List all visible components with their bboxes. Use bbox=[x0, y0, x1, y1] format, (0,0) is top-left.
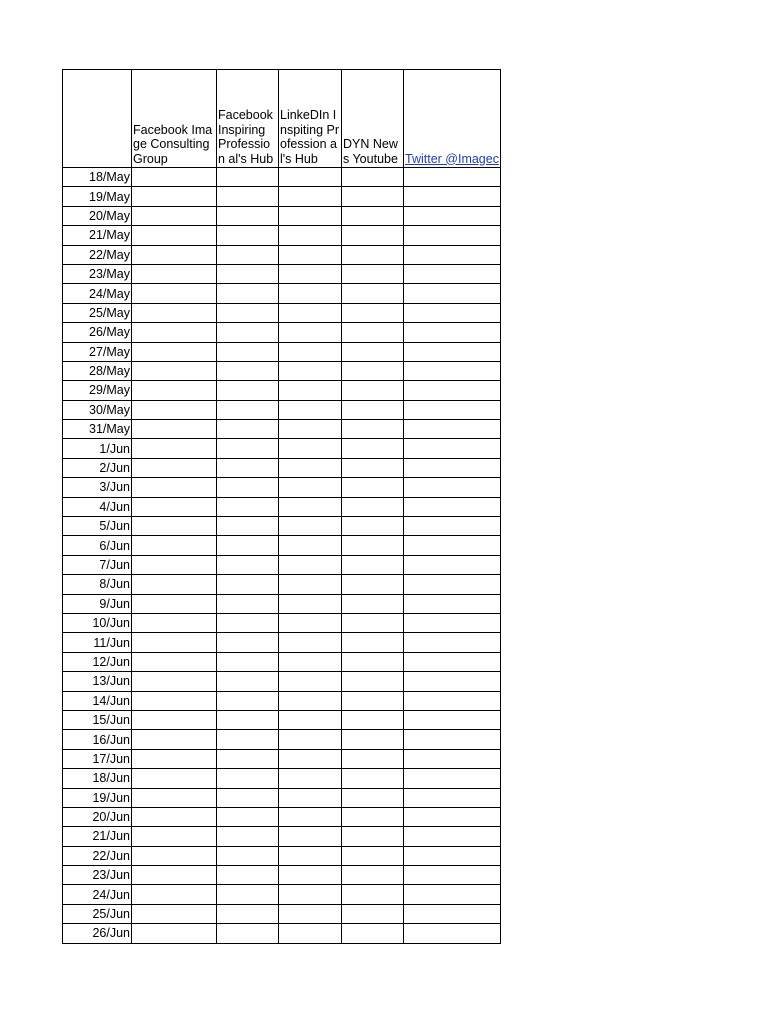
table-cell[interactable] bbox=[404, 807, 501, 826]
table-cell[interactable] bbox=[404, 613, 501, 632]
table-cell[interactable] bbox=[342, 827, 404, 846]
table-cell[interactable] bbox=[217, 769, 279, 788]
header-cell-facebook-image-consulting[interactable]: Facebook Image Consulting Group bbox=[132, 70, 217, 168]
table-cell[interactable] bbox=[217, 807, 279, 826]
table-cell[interactable] bbox=[132, 575, 217, 594]
date-cell[interactable]: 10/Jun bbox=[63, 613, 132, 632]
table-cell[interactable] bbox=[217, 517, 279, 536]
table-cell[interactable] bbox=[279, 575, 342, 594]
date-cell[interactable]: 14/Jun bbox=[63, 691, 132, 710]
table-cell[interactable] bbox=[342, 439, 404, 458]
table-cell[interactable] bbox=[342, 420, 404, 439]
table-cell[interactable] bbox=[342, 187, 404, 206]
table-cell[interactable] bbox=[342, 807, 404, 826]
table-cell[interactable] bbox=[342, 303, 404, 322]
table-row bbox=[63, 769, 501, 788]
table-cell[interactable] bbox=[279, 536, 342, 555]
table-cell[interactable] bbox=[279, 458, 342, 477]
table-cell[interactable] bbox=[217, 652, 279, 671]
table-cell[interactable] bbox=[342, 904, 404, 923]
table-row bbox=[63, 517, 501, 536]
table-cell[interactable] bbox=[404, 478, 501, 497]
date-cell[interactable]: 24/May bbox=[63, 284, 132, 303]
table-cell[interactable] bbox=[279, 613, 342, 632]
table-cell[interactable] bbox=[279, 788, 342, 807]
table-cell[interactable] bbox=[279, 672, 342, 691]
table-cell[interactable] bbox=[217, 400, 279, 419]
table-row bbox=[63, 264, 501, 283]
table-cell[interactable] bbox=[342, 226, 404, 245]
table-cell[interactable] bbox=[342, 866, 404, 885]
table-cell[interactable] bbox=[279, 226, 342, 245]
table-cell[interactable] bbox=[279, 885, 342, 904]
date-cell[interactable]: 18/Jun bbox=[63, 769, 132, 788]
table-cell[interactable] bbox=[132, 206, 217, 225]
table-cell[interactable] bbox=[132, 613, 217, 632]
table-cell[interactable] bbox=[217, 613, 279, 632]
table-cell[interactable] bbox=[279, 420, 342, 439]
table-cell[interactable] bbox=[132, 323, 217, 342]
date-cell[interactable]: 1/Jun bbox=[63, 439, 132, 458]
table-cell[interactable] bbox=[132, 730, 217, 749]
table-cell[interactable] bbox=[279, 691, 342, 710]
table-cell[interactable] bbox=[217, 885, 279, 904]
table-cell[interactable] bbox=[279, 303, 342, 322]
table-cell[interactable] bbox=[404, 323, 501, 342]
table-cell[interactable] bbox=[279, 342, 342, 361]
date-cell[interactable]: 23/Jun bbox=[63, 866, 132, 885]
table-cell[interactable] bbox=[132, 400, 217, 419]
table-cell[interactable] bbox=[132, 303, 217, 322]
table-row bbox=[63, 827, 501, 846]
table-cell[interactable] bbox=[279, 439, 342, 458]
table-cell[interactable] bbox=[342, 613, 404, 632]
table-row bbox=[63, 458, 501, 477]
table-cell[interactable] bbox=[217, 284, 279, 303]
date-cell[interactable]: 15/Jun bbox=[63, 710, 132, 729]
table-row bbox=[63, 342, 501, 361]
table-cell[interactable] bbox=[217, 672, 279, 691]
table-cell[interactable] bbox=[404, 168, 501, 187]
table-cell[interactable] bbox=[279, 517, 342, 536]
table-row bbox=[63, 652, 501, 671]
table-cell[interactable] bbox=[132, 458, 217, 477]
table-cell[interactable] bbox=[279, 555, 342, 574]
date-cell[interactable]: 8/Jun bbox=[63, 575, 132, 594]
table-cell[interactable] bbox=[342, 323, 404, 342]
table-cell[interactable] bbox=[217, 420, 279, 439]
table-cell[interactable] bbox=[404, 904, 501, 923]
table-cell[interactable] bbox=[279, 284, 342, 303]
table-cell[interactable] bbox=[279, 264, 342, 283]
table-row bbox=[63, 536, 501, 555]
table-cell[interactable] bbox=[217, 924, 279, 943]
table-cell[interactable] bbox=[342, 555, 404, 574]
table-cell[interactable] bbox=[342, 168, 404, 187]
table-cell[interactable] bbox=[342, 924, 404, 943]
table-row bbox=[63, 594, 501, 613]
table-row bbox=[63, 323, 501, 342]
table-cell[interactable] bbox=[132, 594, 217, 613]
table-cell[interactable] bbox=[404, 866, 501, 885]
table-cell[interactable] bbox=[404, 691, 501, 710]
table-cell[interactable] bbox=[132, 807, 217, 826]
table-cell[interactable] bbox=[132, 245, 217, 264]
table-cell[interactable] bbox=[279, 924, 342, 943]
table-row bbox=[63, 478, 501, 497]
table-cell[interactable] bbox=[279, 652, 342, 671]
date-cell[interactable]: 30/May bbox=[63, 400, 132, 419]
table-cell[interactable] bbox=[132, 710, 217, 729]
twitter-link[interactable]: Twitter @Imagec bbox=[405, 151, 499, 166]
table-cell[interactable] bbox=[217, 904, 279, 923]
date-cell[interactable]: 19/Jun bbox=[63, 788, 132, 807]
date-cell[interactable]: 19/May bbox=[63, 187, 132, 206]
table-cell[interactable] bbox=[132, 866, 217, 885]
table-cell[interactable] bbox=[217, 575, 279, 594]
table-cell[interactable] bbox=[404, 730, 501, 749]
date-cell[interactable]: 20/May bbox=[63, 206, 132, 225]
table-cell[interactable] bbox=[342, 342, 404, 361]
table-cell[interactable] bbox=[132, 497, 217, 516]
table-cell[interactable] bbox=[279, 710, 342, 729]
date-cell[interactable]: 3/Jun bbox=[63, 478, 132, 497]
table-cell[interactable] bbox=[404, 749, 501, 768]
table-row bbox=[63, 206, 501, 225]
header-cell-linkedin-inspiting[interactable]: LinkeDIn Inspiting Profession al's Hub bbox=[279, 70, 342, 168]
table-cell[interactable] bbox=[404, 400, 501, 419]
table-cell[interactable] bbox=[342, 691, 404, 710]
spreadsheet-table bbox=[62, 69, 501, 944]
table-cell[interactable] bbox=[404, 555, 501, 574]
table-cell[interactable] bbox=[404, 187, 501, 206]
table-cell[interactable] bbox=[217, 536, 279, 555]
table-cell[interactable] bbox=[342, 672, 404, 691]
table-cell[interactable] bbox=[342, 517, 404, 536]
table-cell[interactable] bbox=[342, 478, 404, 497]
table-cell[interactable] bbox=[132, 691, 217, 710]
table-cell[interactable] bbox=[404, 420, 501, 439]
table-cell[interactable] bbox=[132, 439, 217, 458]
table-cell[interactable] bbox=[132, 633, 217, 652]
table-cell[interactable] bbox=[132, 827, 217, 846]
header-row bbox=[63, 70, 501, 168]
date-cell[interactable]: 31/May bbox=[63, 420, 132, 439]
date-cell[interactable]: 13/Jun bbox=[63, 672, 132, 691]
table-cell[interactable] bbox=[217, 846, 279, 865]
date-cell[interactable]: 24/Jun bbox=[63, 885, 132, 904]
table-cell[interactable] bbox=[404, 361, 501, 380]
table-row bbox=[63, 439, 501, 458]
table-cell[interactable] bbox=[217, 323, 279, 342]
table-body bbox=[63, 168, 501, 944]
table-cell[interactable] bbox=[217, 691, 279, 710]
table-row bbox=[63, 710, 501, 729]
table-row bbox=[63, 749, 501, 768]
table-row bbox=[63, 381, 501, 400]
table-cell[interactable] bbox=[279, 187, 342, 206]
table-cell[interactable] bbox=[279, 866, 342, 885]
date-cell[interactable]: 21/May bbox=[63, 226, 132, 245]
table-cell[interactable] bbox=[279, 730, 342, 749]
table-row bbox=[63, 613, 501, 632]
table-cell[interactable] bbox=[132, 885, 217, 904]
table-cell[interactable] bbox=[132, 788, 217, 807]
table-row bbox=[63, 866, 501, 885]
table-row bbox=[63, 788, 501, 807]
table-row bbox=[63, 303, 501, 322]
table-cell[interactable] bbox=[217, 245, 279, 264]
table-row bbox=[63, 226, 501, 245]
table-cell[interactable] bbox=[279, 749, 342, 768]
table-cell[interactable] bbox=[404, 672, 501, 691]
table-cell[interactable] bbox=[342, 749, 404, 768]
date-cell[interactable]: 11/Jun bbox=[63, 633, 132, 652]
table-cell[interactable] bbox=[217, 749, 279, 768]
table-cell[interactable] bbox=[279, 594, 342, 613]
table-cell[interactable] bbox=[217, 168, 279, 187]
table-cell[interactable] bbox=[342, 652, 404, 671]
table-row bbox=[63, 885, 501, 904]
table-cell[interactable] bbox=[279, 361, 342, 380]
table-cell[interactable] bbox=[342, 633, 404, 652]
table-cell[interactable] bbox=[217, 439, 279, 458]
table-cell[interactable] bbox=[217, 342, 279, 361]
table-cell[interactable] bbox=[279, 904, 342, 923]
table-cell[interactable] bbox=[404, 439, 501, 458]
date-cell[interactable]: 7/Jun bbox=[63, 555, 132, 574]
table-cell[interactable] bbox=[132, 555, 217, 574]
table-cell[interactable] bbox=[279, 827, 342, 846]
table-row bbox=[63, 187, 501, 206]
table-cell[interactable] bbox=[132, 769, 217, 788]
date-cell[interactable]: 29/May bbox=[63, 381, 132, 400]
table-row bbox=[63, 168, 501, 187]
table-cell[interactable] bbox=[404, 381, 501, 400]
table-cell[interactable] bbox=[279, 497, 342, 516]
table-cell[interactable] bbox=[132, 187, 217, 206]
table-cell[interactable] bbox=[342, 846, 404, 865]
table-cell[interactable] bbox=[132, 168, 217, 187]
table-cell[interactable] bbox=[279, 769, 342, 788]
table-cell[interactable] bbox=[217, 458, 279, 477]
table-cell[interactable] bbox=[132, 672, 217, 691]
table-cell[interactable] bbox=[217, 497, 279, 516]
table-row bbox=[63, 361, 501, 380]
table-cell[interactable] bbox=[342, 594, 404, 613]
table-row bbox=[63, 633, 501, 652]
table-cell[interactable] bbox=[132, 904, 217, 923]
date-cell[interactable]: 25/May bbox=[63, 303, 132, 322]
table-cell[interactable] bbox=[132, 264, 217, 283]
date-cell[interactable]: 6/Jun bbox=[63, 536, 132, 555]
table-row bbox=[63, 691, 501, 710]
table-cell[interactable] bbox=[279, 323, 342, 342]
table-cell[interactable] bbox=[342, 497, 404, 516]
table-row bbox=[63, 730, 501, 749]
table-cell[interactable] bbox=[132, 420, 217, 439]
date-cell[interactable]: 2/Jun bbox=[63, 458, 132, 477]
table-cell[interactable] bbox=[132, 846, 217, 865]
table-cell[interactable] bbox=[132, 284, 217, 303]
table-cell[interactable] bbox=[404, 846, 501, 865]
table-cell[interactable] bbox=[217, 710, 279, 729]
table-cell[interactable] bbox=[217, 187, 279, 206]
table-row bbox=[63, 284, 501, 303]
date-cell[interactable]: 4/Jun bbox=[63, 497, 132, 516]
date-cell[interactable]: 9/Jun bbox=[63, 594, 132, 613]
table-cell[interactable] bbox=[404, 458, 501, 477]
table-cell[interactable] bbox=[217, 381, 279, 400]
table-cell[interactable] bbox=[342, 284, 404, 303]
table-cell[interactable] bbox=[132, 342, 217, 361]
table-cell[interactable] bbox=[279, 168, 342, 187]
table-cell[interactable] bbox=[404, 264, 501, 283]
table-cell[interactable] bbox=[217, 555, 279, 574]
table-cell[interactable] bbox=[404, 226, 501, 245]
table-cell[interactable] bbox=[404, 284, 501, 303]
table-cell[interactable] bbox=[279, 807, 342, 826]
date-cell[interactable]: 20/Jun bbox=[63, 807, 132, 826]
table-cell[interactable] bbox=[404, 594, 501, 613]
table-cell[interactable] bbox=[342, 381, 404, 400]
date-cell[interactable]: 22/May bbox=[63, 245, 132, 264]
table-cell[interactable] bbox=[132, 924, 217, 943]
table-cell[interactable] bbox=[279, 245, 342, 264]
table-row bbox=[63, 846, 501, 865]
table-cell[interactable] bbox=[132, 749, 217, 768]
table-cell[interactable] bbox=[279, 206, 342, 225]
table-row bbox=[63, 420, 501, 439]
table-cell[interactable] bbox=[404, 924, 501, 943]
table-cell[interactable] bbox=[132, 226, 217, 245]
table-cell[interactable] bbox=[217, 206, 279, 225]
table-cell[interactable] bbox=[404, 827, 501, 846]
table-cell[interactable] bbox=[279, 381, 342, 400]
date-cell[interactable]: 21/Jun bbox=[63, 827, 132, 846]
table-cell[interactable] bbox=[342, 885, 404, 904]
table-cell[interactable] bbox=[132, 381, 217, 400]
date-cell[interactable]: 26/May bbox=[63, 323, 132, 342]
table-cell[interactable] bbox=[279, 400, 342, 419]
table-row bbox=[63, 904, 501, 923]
table-cell[interactable] bbox=[217, 478, 279, 497]
table-cell[interactable] bbox=[342, 264, 404, 283]
date-cell[interactable]: 23/May bbox=[63, 264, 132, 283]
date-cell[interactable]: 27/May bbox=[63, 342, 132, 361]
table-row bbox=[63, 555, 501, 574]
date-cell[interactable]: 28/May bbox=[63, 361, 132, 380]
table-cell[interactable] bbox=[217, 730, 279, 749]
table-cell[interactable] bbox=[279, 633, 342, 652]
table-cell[interactable] bbox=[342, 361, 404, 380]
date-cell[interactable]: 18/May bbox=[63, 168, 132, 187]
date-cell[interactable]: 25/Jun bbox=[63, 904, 132, 923]
table-cell[interactable] bbox=[217, 788, 279, 807]
table-cell[interactable] bbox=[132, 478, 217, 497]
table-cell[interactable] bbox=[342, 245, 404, 264]
date-cell[interactable]: 12/Jun bbox=[63, 652, 132, 671]
table-cell[interactable] bbox=[404, 575, 501, 594]
table-cell[interactable] bbox=[404, 245, 501, 264]
table-row bbox=[63, 807, 501, 826]
table-row bbox=[63, 924, 501, 943]
table-cell[interactable] bbox=[217, 827, 279, 846]
table-cell[interactable] bbox=[217, 264, 279, 283]
table-cell[interactable] bbox=[217, 594, 279, 613]
table-cell[interactable] bbox=[404, 885, 501, 904]
table-cell[interactable] bbox=[342, 769, 404, 788]
table-cell[interactable] bbox=[342, 575, 404, 594]
table-cell[interactable] bbox=[132, 517, 217, 536]
table-row bbox=[63, 400, 501, 419]
header-cell-facebook-inspiring[interactable]: Facebook Inspiring Profession al's Hub bbox=[217, 70, 279, 168]
table-cell[interactable] bbox=[279, 846, 342, 865]
table-row bbox=[63, 575, 501, 594]
date-cell[interactable]: 26/Jun bbox=[63, 924, 132, 943]
table-cell[interactable] bbox=[342, 206, 404, 225]
table-cell[interactable] bbox=[342, 458, 404, 477]
table-cell[interactable] bbox=[132, 536, 217, 555]
table-cell[interactable] bbox=[217, 866, 279, 885]
table-row bbox=[63, 497, 501, 516]
table-cell[interactable] bbox=[404, 633, 501, 652]
table-row bbox=[63, 245, 501, 264]
table-cell[interactable] bbox=[404, 342, 501, 361]
table-cell[interactable] bbox=[217, 303, 279, 322]
header-cell-dyn-news-youtube[interactable]: DYN News Youtube bbox=[342, 70, 404, 168]
header-cell-date[interactable] bbox=[63, 70, 132, 168]
table-cell[interactable] bbox=[217, 633, 279, 652]
table-row bbox=[63, 672, 501, 691]
table-cell[interactable] bbox=[342, 730, 404, 749]
table-cell[interactable] bbox=[217, 361, 279, 380]
date-cell[interactable]: 16/Jun bbox=[63, 730, 132, 749]
table-cell[interactable] bbox=[342, 400, 404, 419]
table-cell[interactable] bbox=[404, 206, 501, 225]
table-cell[interactable] bbox=[404, 536, 501, 555]
table-cell[interactable] bbox=[404, 652, 501, 671]
date-cell[interactable]: 5/Jun bbox=[63, 517, 132, 536]
table-cell[interactable] bbox=[404, 710, 501, 729]
date-cell[interactable]: 22/Jun bbox=[63, 846, 132, 865]
table-cell[interactable] bbox=[342, 788, 404, 807]
date-cell[interactable]: 17/Jun bbox=[63, 749, 132, 768]
table-cell[interactable] bbox=[217, 226, 279, 245]
table-cell[interactable] bbox=[404, 788, 501, 807]
header-cell-twitter[interactable] bbox=[404, 70, 501, 168]
table-cell[interactable] bbox=[279, 478, 342, 497]
table-cell[interactable] bbox=[404, 497, 501, 516]
table-cell[interactable] bbox=[132, 652, 217, 671]
table-cell[interactable] bbox=[342, 536, 404, 555]
table-cell[interactable] bbox=[404, 517, 501, 536]
table-cell[interactable] bbox=[132, 361, 217, 380]
table-cell[interactable] bbox=[342, 710, 404, 729]
table-cell[interactable] bbox=[404, 303, 501, 322]
table-cell[interactable] bbox=[404, 769, 501, 788]
